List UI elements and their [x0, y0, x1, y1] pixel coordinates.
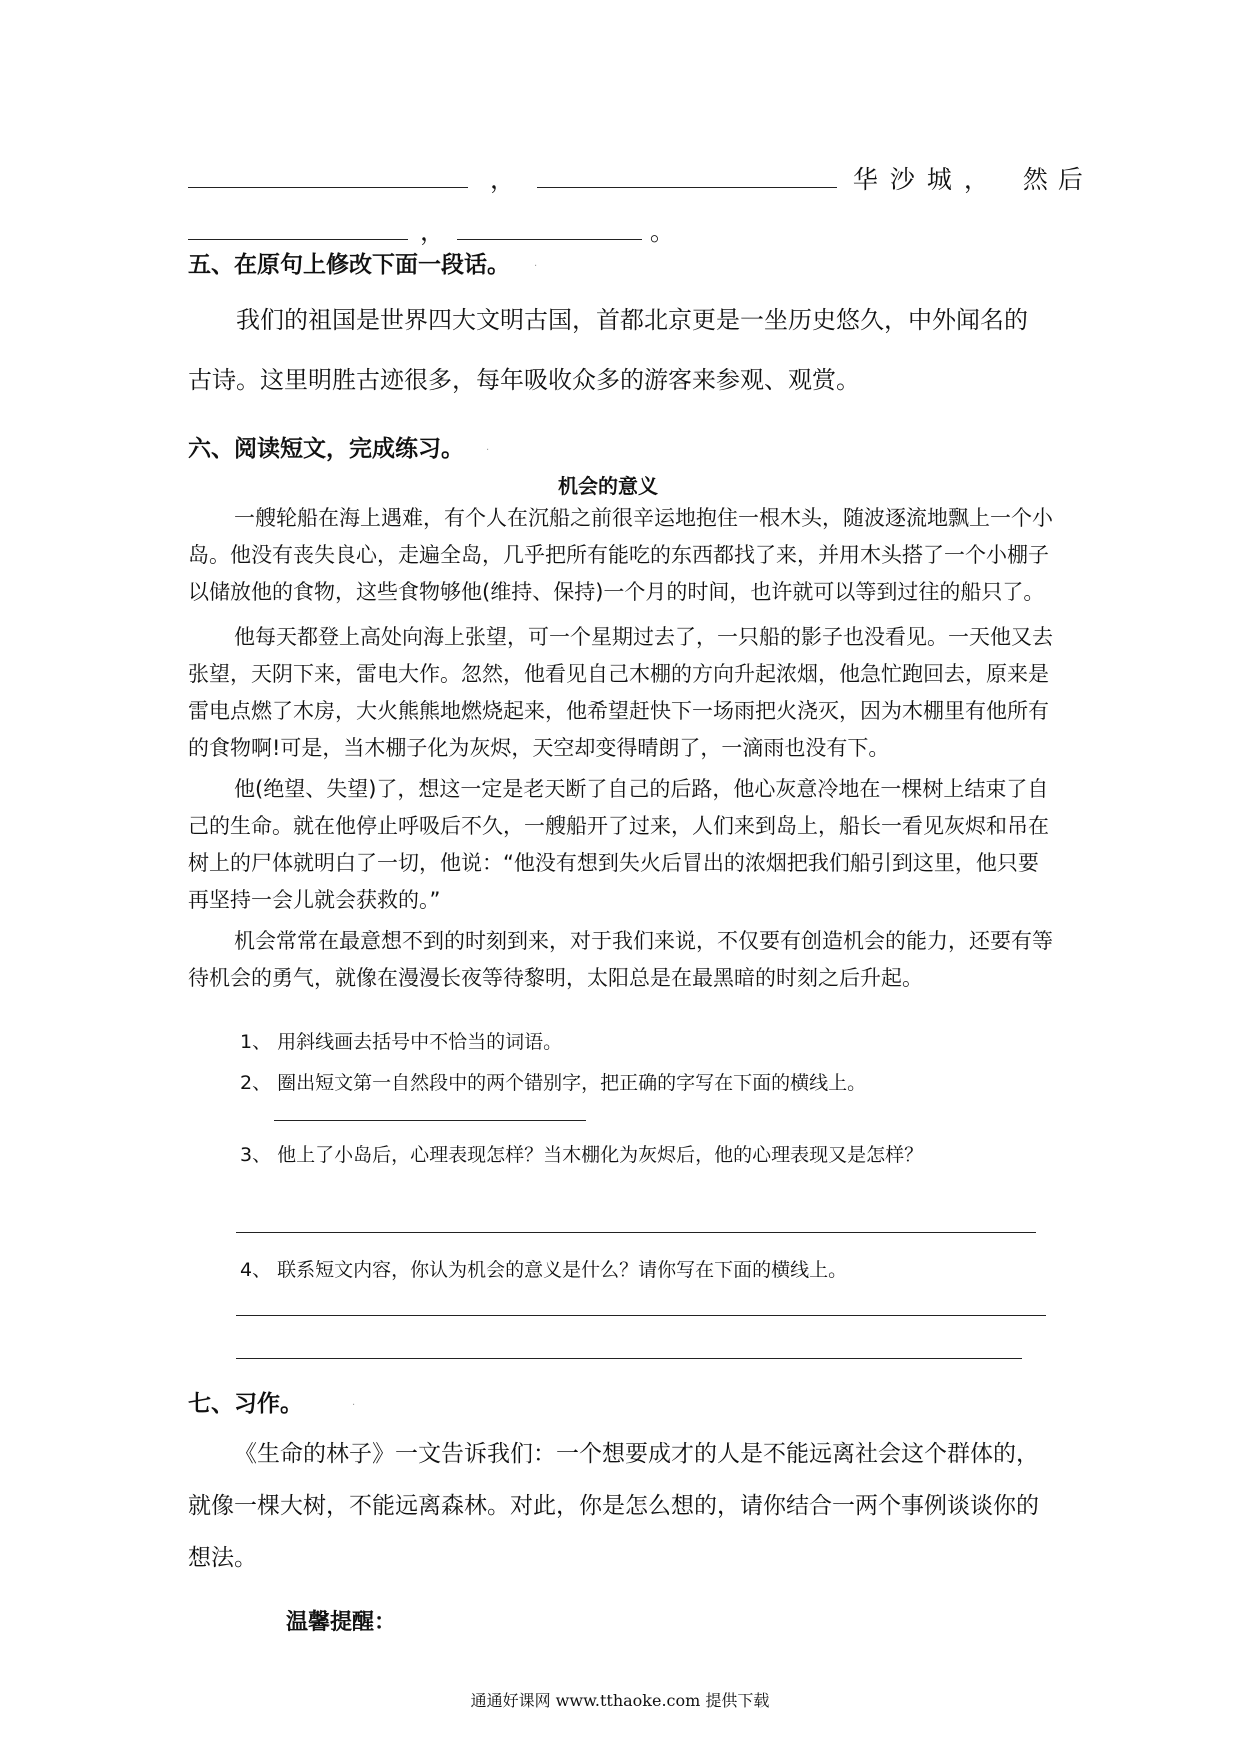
- story-body: [188, 500, 1056, 997]
- section-7-prompt: 《生命的林子》一文告诉我们：一个想要成才的人是不能远离社会这个群体的，就像一棵大树，不能远离森林。对此，你是怎么想的，请你结合一两个事例谈谈你的想法。: [188, 1441, 1039, 1571]
- scan-dot: .: [352, 1397, 356, 1408]
- fill-blank-line-2: [188, 212, 1058, 248]
- footer-credit: 通通好课网 www.tthaoke.com 提供下载: [470, 1691, 770, 1710]
- scan-dot: .: [486, 442, 490, 453]
- question-1: 1、 用斜线画去括号中不恰当的词语。: [240, 1031, 563, 1053]
- period: 。: [649, 217, 675, 246]
- answer-line-q4-2[interactable]: [236, 1358, 1022, 1359]
- tip-label: 温馨提醒：: [286, 1610, 397, 1635]
- then-text: 然后: [1022, 165, 1093, 194]
- answer-line-q4-1[interactable]: [236, 1315, 1046, 1316]
- answer-blank[interactable]: [188, 169, 468, 188]
- city-text: 华沙城，: [852, 165, 1001, 194]
- answer-line-q2[interactable]: [274, 1120, 586, 1121]
- answer-blank[interactable]: [457, 221, 642, 240]
- section-6-heading: 六、阅读短文，完成练习。: [188, 435, 464, 462]
- story-paragraph: 机会常常在最意想不到的时刻到来，对于我们来说，不仅要有创造机会的能力，还要有等待机会的勇气，就像在漫漫长夜等待黎明，太阳总是在最黑暗的时刻之后升起。: [188, 929, 1053, 990]
- question-2: 2、 圈出短文第一自然段中的两个错别字，把正确的字写在下面的横线上。: [240, 1072, 867, 1094]
- section-7-heading: 七、习作。: [188, 1390, 303, 1417]
- comma: ，: [489, 165, 515, 194]
- story-paragraph: 他每天都登上高处向海上张望，可一个星期过去了，一只船的影子也没看见。一天他又去张望，天阴下来，雷电大作。忽然，他看见自己木棚的方向升起浓烟，他急忙跑回去，原来是雷电点燃了木房，大火熊熊地燃烧起来，他希望赶快下一场雨把火浇灭，因为木棚里有他所有的食物啊!可是，当木棚子化为灰烬，天空却变得晴朗了，一滴雨也没有下。: [188, 625, 1053, 760]
- comma: ，: [419, 217, 445, 246]
- answer-blank[interactable]: [188, 221, 408, 240]
- section-5-paragraph: 我们的祖国是世界四大文明古国，首都北京更是一坐历史悠久，中外闻名的古诗。这里明胜古迹很多，每年吸收众多的游客来参观、观赏。: [188, 306, 1028, 394]
- scan-dot: .: [534, 258, 538, 269]
- story-paragraph: 一艘轮船在海上遇难，有个人在沉船之前很辛运地抱住一根木头，随波逐流地飘上一个小岛。他没有丧失良心，走遍全岛，几乎把所有能吃的东西都找了来，并用木头搭了一个小棚子以储放他的食物，这些食物够他(维持、保持)一个月的时间，也许就可以等到过往的船只了。: [188, 506, 1053, 604]
- question-3: 3、 他上了小岛后，心理表现怎样？当木棚化为灰烬后，他的心理表现又是怎样？: [240, 1144, 924, 1166]
- fill-blank-line-1: [188, 160, 1093, 196]
- answer-blank[interactable]: [537, 169, 837, 188]
- story-title: 机会的意义: [558, 474, 658, 498]
- section-5-heading: 五、在原句上修改下面一段话。: [188, 251, 510, 278]
- answer-line-q3[interactable]: [236, 1232, 1036, 1233]
- story-paragraph: 他(绝望、失望)了，想这一定是老天断了自己的后路，他心灰意冷地在一棵树上结束了自己的生命。就在他停止呼吸后不久，一艘船开了过来，人们来到岛上，船长一看见灰烬和吊在树上的尸体就明白了一切，他说：“他没有想到失火后冒出的浓烟把我们船引到这里，他只要再坚持一会儿就会获救的。”: [188, 777, 1049, 912]
- question-4: 4、 联系短文内容，你认为机会的意义是什么？请你写在下面的横线上。: [240, 1259, 848, 1281]
